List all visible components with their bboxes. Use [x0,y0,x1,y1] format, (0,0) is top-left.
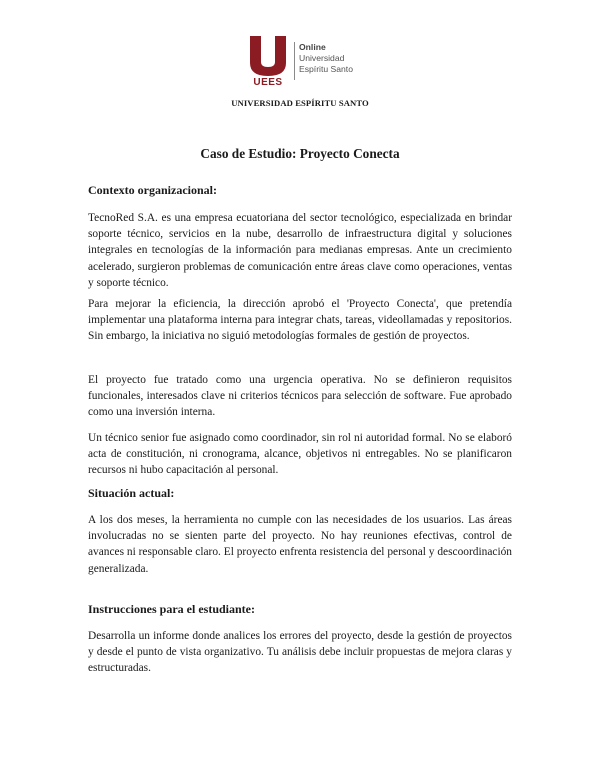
instructions-heading: Instrucciones para el estudiante: [88,602,255,616]
instructions-paragraph: Desarrolla un informe donde analices los errores del proyecto, desde la gestión de proyectos y desde el punto de vista organizativo. Tu análisis debe incluir propuestas de mejora claras y estructuradas. [88,630,512,675]
context-heading: Contexto organizacional: [88,183,217,197]
uees-logo-icon [246,36,290,86]
context-paragraph-4: Un técnico senior fue asignado como coordinador, sin rol ni autoridad formal. No se elaboró acta de constitución, ni cronograma, alcance, objetivos ni entregables. No se planificaron recursos ni hubo capacitación al personal. [88,432,512,477]
context-paragraph-2: Para mejorar la eficiencia, la dirección aprobó el 'Proyecto Conecta', que pretendía implementar una plataforma interna para integrar chats, tareas, videollamadas y repositorios. Sin embargo, la iniciativa no siguió metodologías formales de gestión de proyectos. [88,298,512,343]
logo-text [299,42,353,75]
context-paragraph-1: TecnoRed S.A. es una empresa ecuatoriana del sector tecnológico, especializada en brindar soporte técnico, servicios en la nube, desarrollo de infraestructura digital y soluciones integrales en tecnologías de la información para medianas empresas. Ante un crecimiento acelerado, surgieron problemas de comunicación entre áreas clave como operaciones, ventas y soporte técnico. [88,212,512,289]
logo-line-espiritu-santo: Espíritu Santo [299,64,353,74]
page-title: Caso de Estudio: Proyecto Conecta [200,146,400,161]
logo-letters: UEES [253,77,283,86]
logo-divider [294,42,295,80]
context-paragraph-3: El proyecto fue tratado como una urgencia operativa. No se definieron requisitos funcionales, interesados clave ni criterios técnicos para selección de software. Fue aprobado como una inversión interna. [88,374,512,419]
logo-line-universidad: Universidad [299,53,345,63]
situation-paragraph: A los dos meses, la herramienta no cumple con las necesidades de los usuarios. Las áreas involucradas no se sienten parte del proyecto. No hay reuniones efectivas, control de avances ni responsable claro. El proyecto enfrenta resistencia del personal y descoordinación generalizada. [88,514,512,575]
situation-heading: Situación actual: [88,486,175,500]
logo-line-online: Online [299,42,326,52]
uees-logo [246,36,376,86]
university-name: UNIVERSIDAD ESPÍRITU SANTO [231,98,369,108]
